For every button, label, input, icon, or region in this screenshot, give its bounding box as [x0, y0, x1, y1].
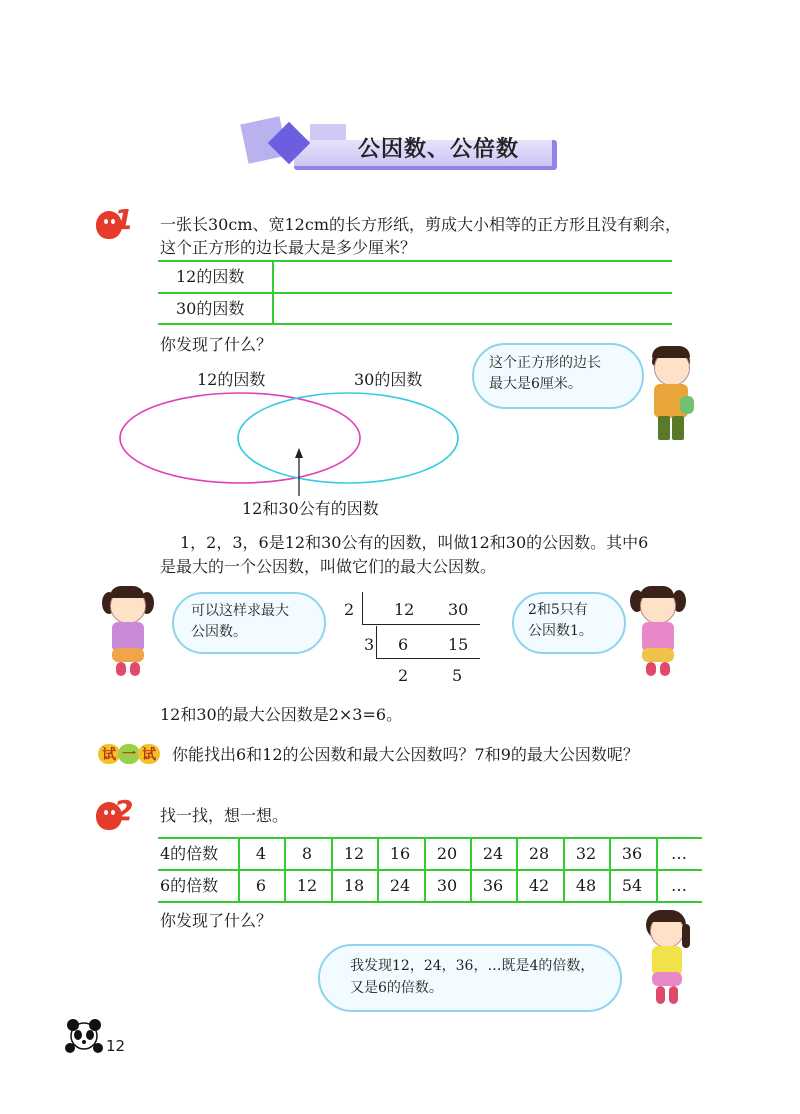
example-1-question-line-1: 一张长30cm、宽12cm的长方形纸，剪成大小相等的正方形且没有剩余， — [160, 215, 681, 234]
boy-bubble-line: 这个正方形的边长 — [489, 355, 601, 371]
example-1-badge-icon: 1 — [96, 207, 142, 243]
example-1-prompt: 你发现了什么？ — [160, 335, 273, 354]
left-girl-bubble-line: 可以这样求最大 — [191, 603, 289, 619]
page-number: 12 — [106, 1037, 126, 1055]
explanation-line-2: 是最大的一个公因数，叫做它们的最大公因数。 — [160, 557, 497, 576]
multiples-table-cell: 30 — [436, 876, 458, 895]
multiples-table-cell: 12 — [296, 876, 318, 895]
multiples-row-label: 6的倍数 — [160, 876, 219, 895]
multiples-table-cell: 20 — [436, 844, 458, 863]
multiples-table-cell: 36 — [482, 876, 504, 895]
multiples-table-cell: 12 — [343, 844, 365, 863]
right-girl-bubble-line: 公因数1。 — [528, 623, 593, 639]
multiples-table-cell: 4 — [255, 844, 267, 863]
division-divisor: 3 — [364, 635, 375, 654]
example-1-conclusion: 12和30的最大公因数是2×3=6。 — [160, 705, 403, 724]
venn-ellipse-12 — [120, 393, 360, 483]
page-title: 公因数、公倍数 — [358, 137, 520, 162]
bottom-girl-illustration — [636, 906, 706, 1010]
venn-right-label: 30的因数 — [354, 370, 423, 389]
right-girl-illustration — [624, 582, 696, 682]
example-1-question-line-2: 这个正方形的边长最大是多少厘米？ — [160, 238, 417, 257]
division-value: 5 — [452, 666, 463, 685]
venn-arrow-head-icon — [295, 448, 303, 458]
venn-arrow-label: 12和30公有的因数 — [242, 499, 379, 518]
boy-bubble-line: 最大是6厘米。 — [489, 376, 582, 392]
boy-illustration — [640, 344, 710, 444]
multiples-table-cell: … — [671, 876, 687, 895]
factor-table-row-label: 12的因数 — [176, 267, 245, 286]
right-girl-bubble-line: 2和5只有 — [528, 602, 588, 618]
division-value: 30 — [448, 600, 469, 619]
multiples-table-cell: 16 — [389, 844, 411, 863]
left-girl-illustration — [98, 582, 168, 680]
try-it-text: 你能找出6和12的公因数和最大公因数吗？7和9的最大公因数呢？ — [172, 745, 639, 764]
division-value: 12 — [394, 600, 415, 619]
bottom-girl-bubble-line: 又是6的倍数。 — [350, 980, 443, 996]
multiples-table-cell: 54 — [621, 876, 643, 895]
multiples-table-cell: 18 — [343, 876, 365, 895]
example-2-badge-icon: 2 — [96, 798, 142, 834]
multiples-table-cell: 48 — [575, 876, 597, 895]
multiples-table-cell: 6 — [255, 876, 267, 895]
multiples-table-cell: … — [671, 844, 687, 863]
factor-table-row-label: 30的因数 — [176, 299, 245, 318]
venn-left-label: 12的因数 — [197, 370, 266, 389]
multiples-table-cell: 36 — [621, 844, 643, 863]
division-divisor: 2 — [344, 600, 355, 619]
multiples-table-cell: 24 — [389, 876, 411, 895]
multiples-table-cell: 28 — [528, 844, 550, 863]
example-2-instruction: 找一找，想一想。 — [160, 806, 289, 825]
explanation-line-1: 1，2，3，6是12和30公有的因数，叫做12和30的公因数。其中6 — [180, 533, 649, 552]
division-value: 2 — [398, 666, 409, 685]
multiples-row-label: 4的倍数 — [160, 844, 219, 863]
title-banner — [238, 118, 568, 178]
left-girl-bubble-line: 公因数。 — [191, 624, 247, 640]
try-it-badge-icon: 试 一 试 — [98, 742, 160, 766]
multiples-table-cell: 8 — [301, 844, 313, 863]
division-value: 15 — [448, 635, 469, 654]
multiples-table-cell: 32 — [575, 844, 597, 863]
bottom-girl-bubble-line: 我发现12，24，36，…既是4的倍数， — [350, 958, 595, 974]
example-2-prompt: 你发现了什么？ — [160, 911, 273, 930]
panda-icon — [64, 1016, 104, 1056]
venn-diagram — [110, 388, 490, 508]
multiples-table-cell: 42 — [528, 876, 550, 895]
venn-ellipse-30 — [238, 393, 458, 483]
division-value: 6 — [398, 635, 409, 654]
multiples-table-cell: 24 — [482, 844, 504, 863]
